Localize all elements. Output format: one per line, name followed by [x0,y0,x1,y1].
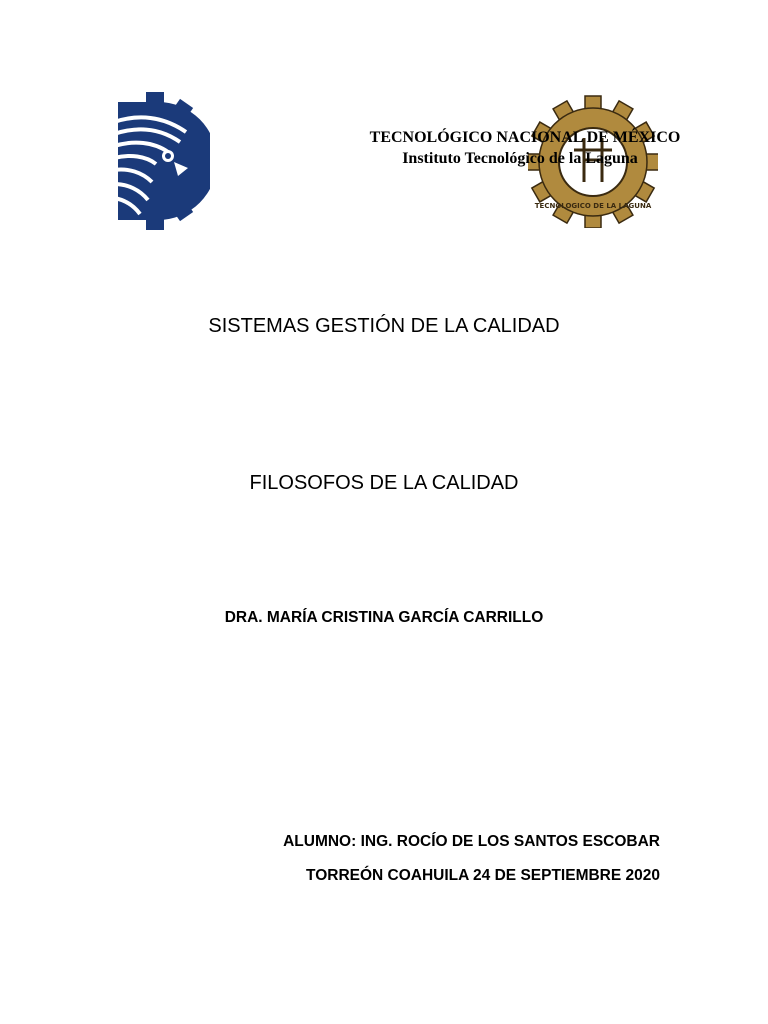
teacher-name: DRA. MARÍA CRISTINA GARCÍA CARRILLO [224,609,544,626]
subject-title: SISTEMAS GESTIÓN DE LA CALIDAD [208,315,560,337]
header-line-1: TECNOLÓGICO NACIONAL DE MÉXICO [369,129,681,146]
seal-text: TECNOLOGICO DE LA LAGUNA [534,202,652,210]
institution-header [330,127,710,169]
tecnm-logo [108,92,210,230]
header-line-2: Instituto Tecnológico de la Laguna [402,150,638,167]
topic-title: FILOSOFOS DE LA CALIDAD [249,472,519,494]
place-date: TORREÓN COAHUILA 24 DE SEPTIEMBRE 2020 [306,867,660,884]
tecnm-eagle-gear-icon [108,92,210,230]
student-name: ALUMNO: ING. ROCÍO DE LOS SANTOS ESCOBAR [283,833,660,850]
